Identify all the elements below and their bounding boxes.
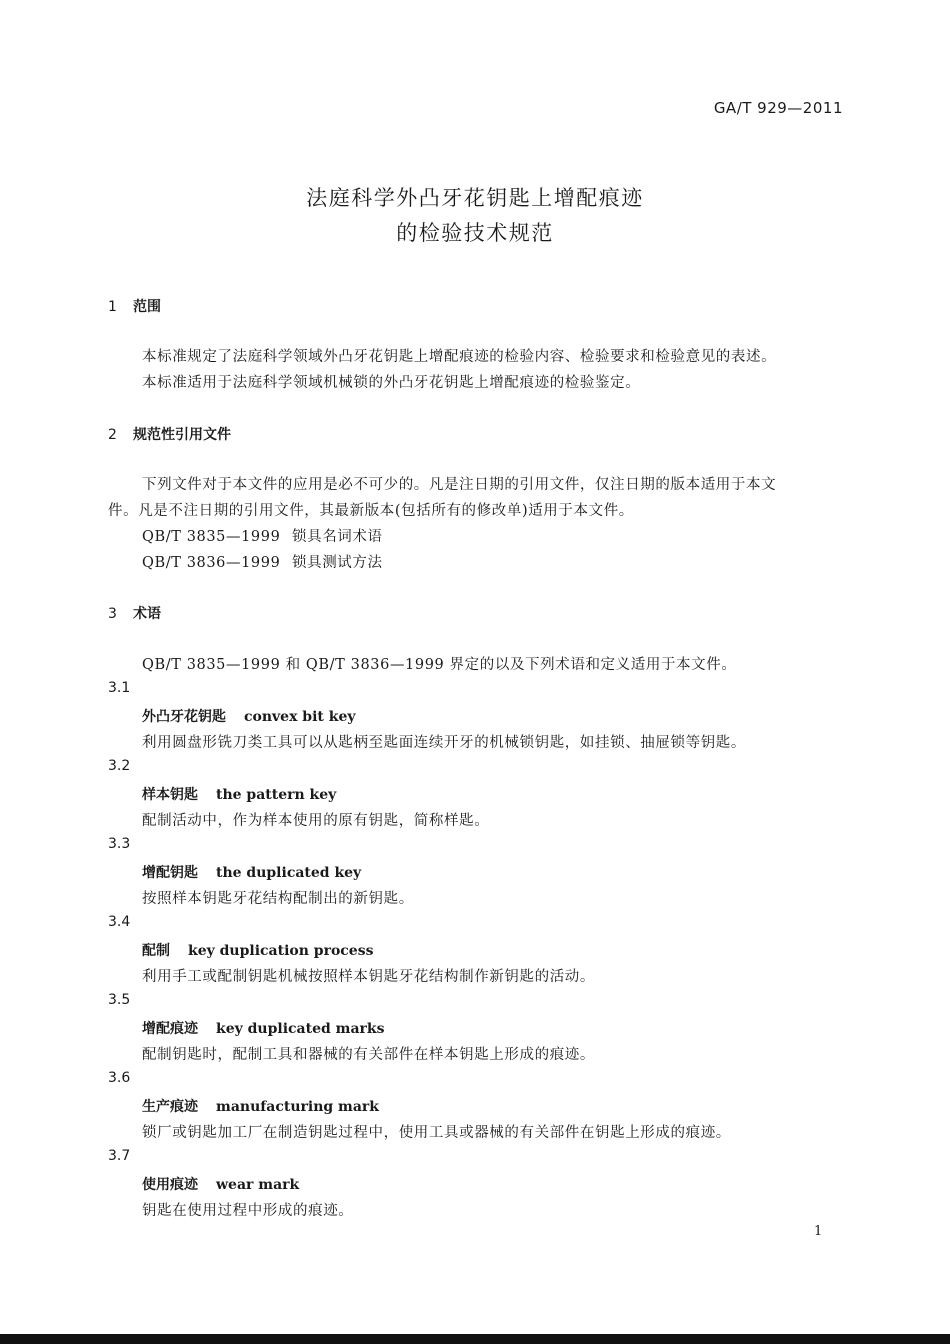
reference-code: QB/T 3835—1999 [142,529,281,545]
section-heading-2 [108,424,231,444]
section-title: 范围 [133,299,161,315]
section-number: 1 [108,299,117,315]
term-number: 3.6 [108,1070,131,1086]
paragraph: 本标准规定了法庭科学领域外凸牙花钥匙上增配痕迹的检验内容、检验要求和检验意见的表述。 [142,349,777,365]
term-number: 3.7 [108,1148,131,1164]
term-zh: 使用痕迹 [142,1177,198,1193]
term-number: 3.3 [108,836,131,852]
section-number: 3 [108,606,117,622]
page-number: 1 [814,1224,823,1239]
term-definition: 配制钥匙时，配制工具和器械的有关部件在样本钥匙上形成的痕迹。 [142,1047,595,1063]
term-zh: 生产痕迹 [142,1099,198,1115]
term-en: manufacturing mark [216,1099,380,1115]
paragraph: 件。凡是不注日期的引用文件，其最新版本(包括所有的修改单)适用于本文件。 [108,503,634,519]
standard-number: GA/T 929—2011 [713,99,843,117]
term-definition: 利用圆盘形铣刀类工具可以从匙柄至匙面连续开牙的机械锁钥匙，如挂锁、抽屉锁等钥匙。 [142,735,746,751]
term-en: the duplicated key [216,865,362,881]
term-en: the pattern key [216,787,337,803]
reference-name: 锁具测试方法 [292,555,383,571]
term-en: key duplication process [188,943,374,959]
section-title: 规范性引用文件 [133,427,231,443]
term-heading [142,862,361,882]
term-zh: 外凸牙花钥匙 [142,709,226,725]
document-title-line1: 法庭科学外凸牙花钥匙上增配痕迹 [306,186,644,210]
section-heading-3 [108,603,161,623]
term-en: wear mark [216,1177,300,1193]
term-heading [142,706,356,726]
reference-name: 锁具名词术语 [292,529,383,545]
term-zh: 样本钥匙 [142,787,198,803]
term-definition: 配制活动中，作为样本使用的原有钥匙，简称样匙。 [142,813,490,829]
term-number: 3.5 [108,992,131,1008]
term-zh: 增配钥匙 [142,865,198,881]
section-title: 术语 [133,606,161,622]
term-heading [142,1096,379,1116]
section-number: 2 [108,427,117,443]
term-en: convex bit key [244,709,356,725]
reference-code: QB/T 3836—1999 [142,555,281,571]
term-heading [142,784,336,804]
term-heading [142,1018,385,1038]
section-heading-1 [108,296,161,316]
paragraph: 下列文件对于本文件的应用是必不可少的。凡是注日期的引用文件，仅注日期的版本适用于本文 [142,477,777,493]
term-definition: 利用手工或配制钥匙机械按照样本钥匙牙花结构制作新钥匙的活动。 [142,969,595,985]
normative-reference [142,525,383,546]
paragraph: QB/T 3835—1999 和 QB/T 3836—1999 界定的以及下列术语和定义适用于本文件。 [142,657,737,673]
term-number: 3.2 [108,758,131,774]
term-heading [142,940,373,960]
normative-reference [142,551,383,572]
term-definition: 按照样本钥匙牙花结构配制出的新钥匙。 [142,891,414,907]
term-zh: 增配痕迹 [142,1021,198,1037]
term-number: 3.1 [108,680,131,696]
document-title-line2: 的检验技术规范 [396,221,554,245]
term-en: key duplicated marks [216,1021,385,1037]
bottom-border [0,1334,950,1344]
term-zh: 配制 [142,943,170,959]
paragraph: 本标准适用于法庭科学领域机械锁的外凸牙花钥匙上增配痕迹的检验鉴定。 [142,375,641,391]
term-heading [142,1174,299,1194]
term-definition: 锁厂或钥匙加工厂在制造钥匙过程中，使用工具或器械的有关部件在钥匙上形成的痕迹。 [142,1125,731,1141]
term-number: 3.4 [108,914,131,930]
term-definition: 钥匙在使用过程中形成的痕迹。 [142,1203,354,1219]
